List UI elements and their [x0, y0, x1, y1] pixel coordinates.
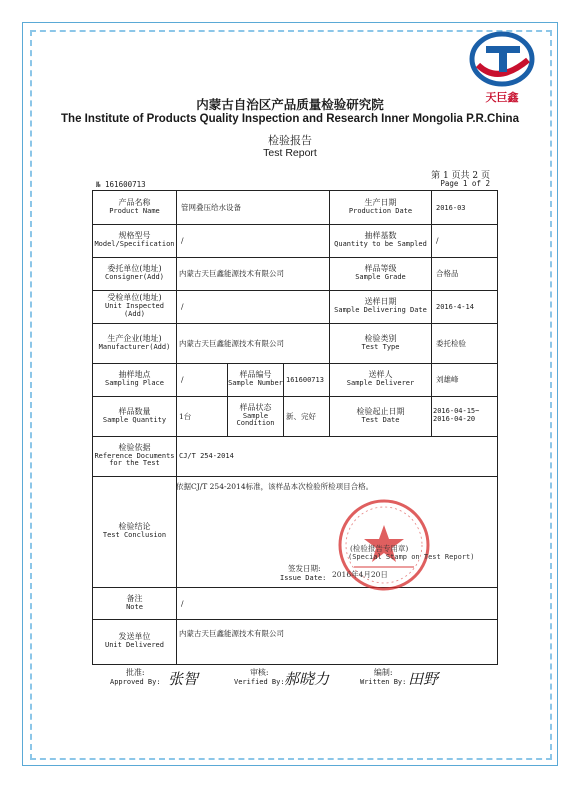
quantity-sampled-label: 抽样基数 Quantity to be Sampled	[334, 231, 427, 249]
special-stamp-en: (Special Stamp on Test Report)	[348, 553, 475, 561]
sample-number-value: 161600713	[286, 375, 324, 384]
note-label: 备注 Note	[126, 593, 143, 611]
sample-quantity-value: 1台	[179, 411, 192, 421]
written-by-label: 编制: Written By:	[360, 668, 407, 686]
consigner-value: 内蒙古天巨鑫能源技术有限公司	[179, 269, 284, 278]
col-divider	[283, 363, 284, 436]
unit-delivered-label: 发送单位 Unit Delivered	[104, 632, 164, 650]
written-signature: 田野	[408, 670, 439, 688]
sample-grade-value: 合格品	[436, 269, 459, 278]
col-divider	[431, 191, 432, 436]
issue-date-value: 2016年4月20日	[332, 570, 388, 579]
institute-title-en: The Institute of Products Quality Inspection and Research Inner Mongolia P.R.China	[61, 113, 519, 125]
model-value: /	[181, 236, 184, 245]
verified-by-label: 审核: Verified By:	[234, 668, 285, 686]
conclusion-label: 检验结论 Test Conclusion	[102, 522, 167, 540]
report-title-cn: 检验报告	[268, 134, 312, 147]
unit-inspected-label: 受检单位(地址) Unit Inspected (Add)	[104, 293, 164, 318]
product-name-label: 产品名称 Product Name	[109, 198, 160, 216]
sample-condition-label: 样品状态 Sample Condition	[236, 402, 275, 428]
sample-condition-value: 新、完好	[286, 411, 316, 421]
page-number-en: Page 1 of 2	[440, 179, 490, 188]
report-table	[92, 190, 498, 665]
note-value: /	[181, 598, 184, 608]
consigner-label: 委托单位(地址) Consigner(Add)	[104, 264, 164, 282]
quantity-sampled-value: /	[436, 236, 439, 245]
manufacturer-label: 生产企业(地址) Manufacturer(Add)	[98, 333, 171, 351]
special-stamp-cn: (检验报告专用章)	[350, 544, 409, 553]
manufacturer-value: 内蒙古天巨鑫能源技术有限公司	[179, 338, 284, 348]
test-type-label: 检验类别 Test Type	[361, 333, 400, 351]
test-date-label: 检验起止日期 Test Date	[356, 406, 405, 424]
unit-inspected-value: /	[181, 302, 184, 311]
test-date-value: 2016-04-15~ 2016-04-20	[433, 407, 480, 423]
col-divider	[176, 191, 177, 664]
sample-number-label: 样品编号 Sample Number	[228, 370, 283, 388]
unit-delivered-value: 内蒙古天巨鑫能源技术有限公司	[179, 628, 284, 638]
sampling-place-label: 抽样地点 Sampling Place	[104, 370, 164, 388]
approved-by-label: 批准: Approved By:	[110, 668, 161, 686]
sample-quantity-label: 样品数量 Sample Quantity	[102, 406, 167, 424]
delivering-date-label: 送样日期 Sample Delivering Date	[334, 297, 427, 315]
sample-grade-label: 样品等级 Sample Grade	[355, 264, 406, 282]
page-number-cn: 第 1 页共 2 页	[431, 171, 490, 181]
report-title-en: Test Report	[263, 147, 317, 159]
product-name-value: 管网叠压给水设备	[181, 203, 241, 212]
model-label: 规格型号 Model/Specification	[94, 231, 175, 249]
production-date-label: 生产日期 Production Date	[348, 198, 413, 216]
institute-title-cn: 内蒙古自治区产品质量检验研究院	[196, 97, 384, 112]
verified-signature: 郝晓力	[284, 670, 330, 688]
issue-date-label-en: Issue Date:	[280, 574, 327, 582]
sample-deliverer-value: 刘雄峰	[436, 375, 459, 384]
test-type-value: 委托检验	[436, 338, 466, 348]
reference-label: 检验依据 Reference Documents for the Test	[94, 442, 175, 468]
sample-deliverer-label: 送样人 Sample Deliverer	[346, 370, 415, 388]
production-date-value: 2016-03	[436, 203, 466, 212]
sampling-place-value: /	[181, 375, 184, 384]
t-swoosh-logo-icon	[468, 30, 536, 88]
logo-text: 天巨鑫	[485, 91, 519, 104]
issue-date-label-cn: 签发日期:	[288, 564, 321, 573]
approved-signature: 张智	[168, 670, 199, 688]
conclusion-text: 依据CJ/T 254-2014标准，该样品本次检验所检项目合格。	[176, 482, 374, 491]
report-number: № 161600713	[96, 180, 146, 189]
delivering-date-value: 2016-4-14	[436, 302, 474, 311]
reference-value: CJ/T 254-2014	[179, 452, 234, 460]
